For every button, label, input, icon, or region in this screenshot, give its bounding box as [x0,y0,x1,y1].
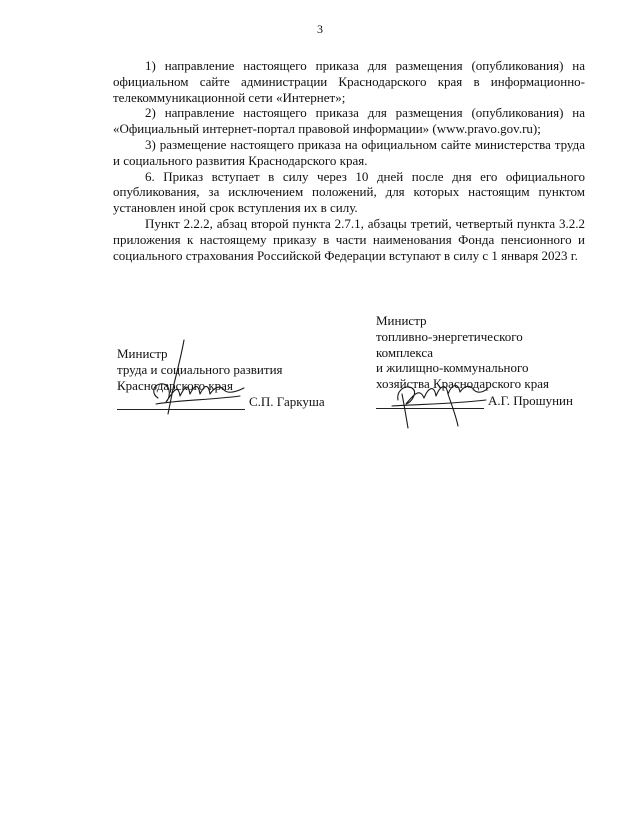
signature-title-line: комплекса [376,344,434,360]
signature-line-row [376,393,596,409]
signature-line-row [117,394,337,410]
signature-block-energy-minister [376,313,596,409]
signature-line [376,395,484,409]
signature-title-line: Министр [117,346,168,361]
signature-line [117,396,245,410]
signatory-name: С.П. Гаркуша [249,394,325,410]
signature-title-line: и жилищно-коммунального [376,360,529,376]
paragraph-publication-ministry-site: 3) размещение настоящего приказа на официальном сайте министерства труда и социального развития Краснодарского края. [113,136,585,168]
signature-title-line: труда и социального развития [117,361,283,377]
signature-title-line: топливно-энергетического [376,328,523,344]
signature-title-line: Краснодарского края [117,377,233,393]
signature-title-line: хозяйства Краснодарского края [376,376,549,392]
order-body-text [113,58,585,263]
signature-title-line: Министр [376,313,427,328]
paragraph-publication-legal-portal: 2) направление настоящего приказа для размещения (опубликования) на «Официальный интернет-портал правовой информации» (www.pravo.gov.ru); [113,105,585,137]
paragraph-deferred-provisions: Пункт 2.2.2, абзац второй пункта 2.7.1, абзацы третий, четвертый пункта 3.2.2 приложения к настоящему приказу в части наименования Фонда пенсионного и социального страхования Российской Федерации вступают в силу с 1 января 2023 г. [113,215,585,263]
paragraph-publication-regional-site: 1) направление настоящего приказа для размещения (опубликования) на официальном сайте администрации Краснодарского края в информационно-телекоммуникационной сети «Интернет»; [113,58,585,105]
signature-block-labor-minister [117,346,337,410]
signatory-name: А.Г. Прошунин [488,392,573,408]
page-number: 3 [317,22,323,36]
paragraph-entry-into-force: 6. Приказ вступает в силу через 10 дней после дня его официального опубликования, за исключением положений, для которых настоящим пунктом установлен иной срок вступления их в силу. [113,168,585,216]
